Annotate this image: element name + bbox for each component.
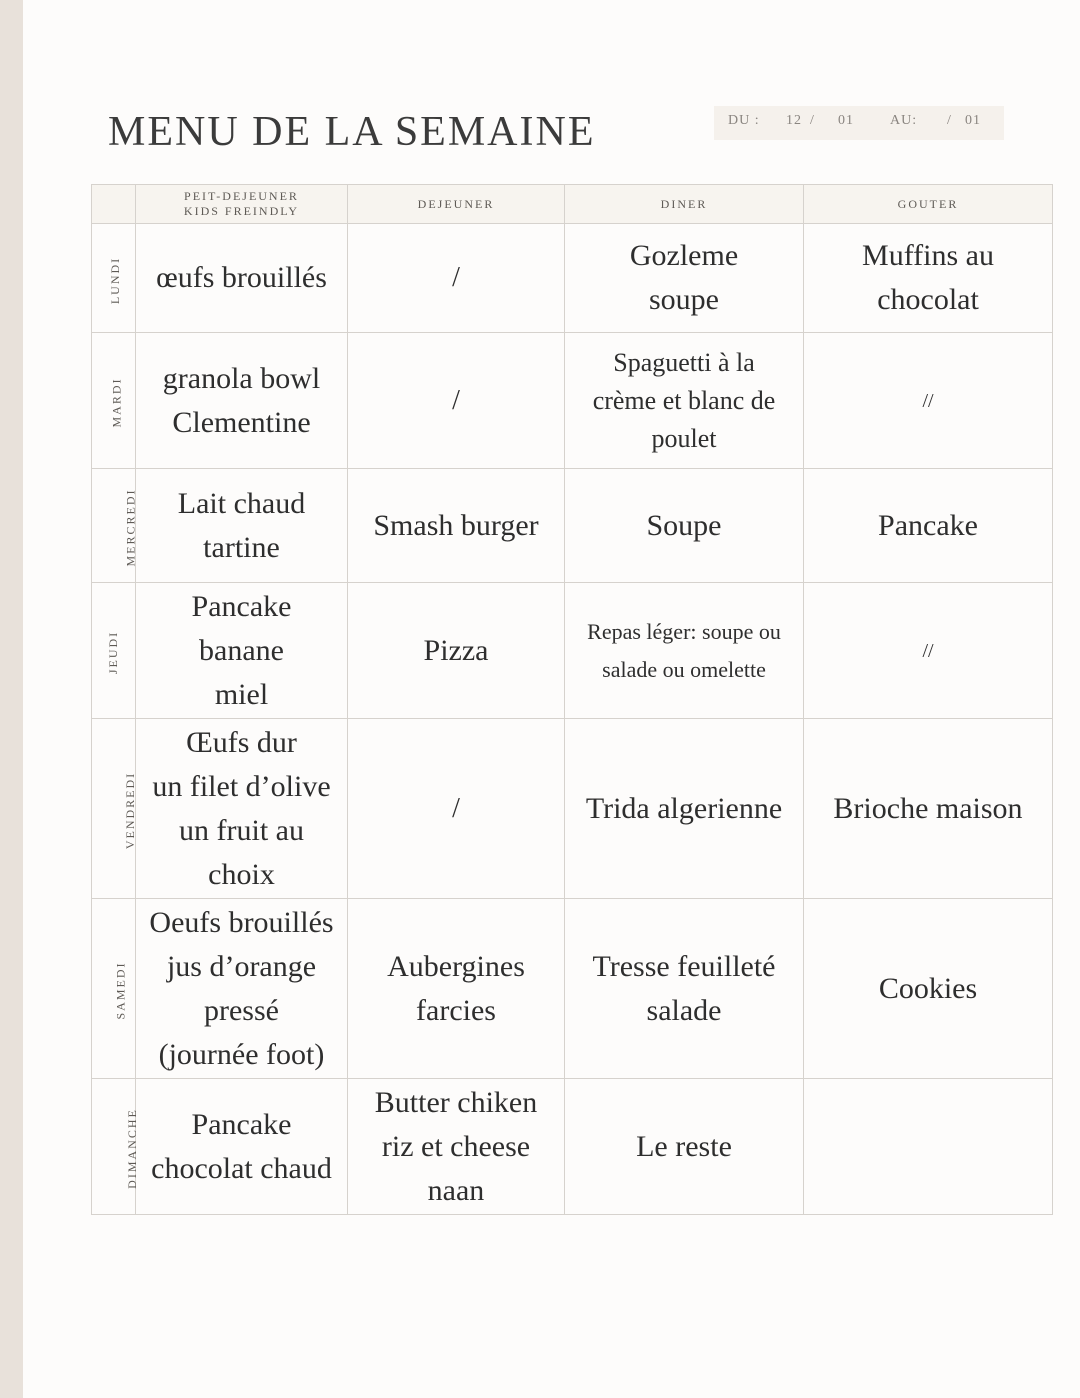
meal-cell [804,469,1053,583]
meal-text: Aubergines farcies [387,949,525,1027]
meal-cell [804,583,1053,719]
day-label: VENDREDI [123,771,138,850]
meal-cell [348,333,565,469]
day-label: MARDI [109,377,124,428]
day-label: SAMEDI [113,961,128,1020]
column-header-diner: DINER [565,185,804,224]
date-du-label: DU : [728,113,760,128]
day-label: JEUDI [106,630,121,675]
meal-cell [565,719,804,899]
meal-text: Le reste [636,1129,732,1163]
date-du-month: 01 [838,113,854,128]
date-separator: / [947,113,952,128]
meal-cell [565,469,804,583]
meal-text: Spaguetti à la crème et blanc de poulet [592,347,776,453]
weekly-menu-table [91,184,1053,1215]
day-label-cell [92,583,136,719]
table-row [92,719,1053,899]
meal-cell [136,469,348,583]
day-label-cell [92,333,136,469]
table-row [92,583,1053,719]
meal-cell [565,1079,804,1215]
meal-text: // [922,389,934,412]
meal-text: granola bowl Clementine [162,361,321,439]
meal-text: // [922,639,934,662]
meal-text: Smash burger [373,508,539,542]
meal-cell [348,719,565,899]
day-label-cell [92,719,136,899]
meal-text: Tresse feuilleté salade [592,949,776,1027]
meal-text: / [452,384,460,416]
meal-text: Brioche maison [833,791,1023,825]
meal-text: Butter chiken riz et cheese naan [374,1085,538,1207]
meal-cell [804,333,1053,469]
table-row [92,469,1053,583]
meal-cell [565,899,804,1079]
table-row [92,224,1053,333]
meal-cell [136,899,348,1079]
meal-cell [348,469,565,583]
meal-text: Soupe [646,508,722,542]
meal-text: Pancake [878,508,978,542]
meal-text: Lait chaud tartine [177,486,306,564]
meal-cell [136,583,348,719]
meal-text: œufs brouillés [156,261,327,294]
left-margin-bar [0,0,23,1398]
day-label: MERCREDI [123,488,138,567]
meal-cell [348,1079,565,1215]
day-label-cell [92,1079,139,1215]
day-label-cell [92,224,136,333]
page-title: MENU DE LA SEMAINE [108,109,596,156]
meal-cell [565,224,804,333]
meal-text: / [452,792,460,824]
meal-cell [136,1079,348,1215]
meal-text: Trida algerienne [585,791,783,825]
meal-cell [804,224,1053,333]
day-label: DIMANCHE [124,1108,139,1189]
meal-cell [804,899,1053,1079]
table-row [92,333,1053,469]
meal-text: Pizza [423,633,489,667]
day-label-cell [92,899,136,1079]
table-header-row [92,185,1053,224]
meal-cell [804,719,1053,899]
meal-cell [348,224,565,333]
meal-text: Muffins au chocolat [862,239,994,316]
meal-text: Repas léger: soupe ou salade ou omelette [587,618,781,682]
day-label: LUNDI [108,256,123,304]
date-separator: / [810,113,815,128]
table-row [92,1079,1053,1215]
date-du-day: 12 [786,113,802,128]
date-au-label: AU: [890,113,918,128]
corner-cell [92,185,136,224]
meal-text: Cookies [878,971,978,1005]
meal-text: Pancake banane miel [191,589,292,711]
meal-text: Gozleme soupe [629,239,739,316]
day-label-cell [92,469,136,583]
meal-text: Oeufs brouillés jus d’orange pressé (journée foot) [149,905,334,1071]
column-header-gouter: GOUTER [804,185,1053,224]
meal-text: Œufs dur un filet d’olive un fruit au choix [152,725,331,891]
meal-cell [136,333,348,469]
column-header-dejeuner: DEJEUNER [348,185,565,224]
meal-cell [565,333,804,469]
meal-text: Pancake chocolat chaud [151,1107,332,1185]
date-range-box [714,106,1004,140]
date-au-month: 01 [965,113,981,128]
meal-cell [348,583,565,719]
meal-cell [136,719,348,899]
table-row [92,899,1053,1079]
column-header-petit-dejeuner: PEIT-DEJEUNER KIDS FREINDLY [136,185,348,224]
meal-text: / [452,262,460,293]
meal-cell [565,583,804,719]
meal-cell [136,224,348,333]
meal-cell [348,899,565,1079]
meal-cell [804,1079,1053,1215]
